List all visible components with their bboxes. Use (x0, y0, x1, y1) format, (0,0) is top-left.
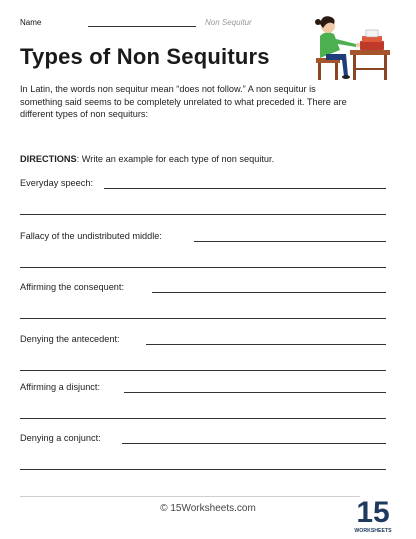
answer-line[interactable] (122, 443, 386, 444)
footer-divider (20, 496, 360, 497)
question-label: Everyday speech: (20, 178, 94, 188)
answer-line[interactable] (20, 418, 386, 419)
answer-line[interactable] (104, 188, 386, 189)
typing-woman-illustration (296, 10, 396, 82)
question-everyday-speech (20, 178, 386, 238)
directions (20, 154, 380, 164)
answer-line[interactable] (152, 292, 386, 293)
answer-line[interactable] (20, 469, 386, 470)
question-label: Affirming a disjunct: (20, 382, 101, 392)
question-label: Denying the antecedent: (20, 334, 120, 344)
question-label: Affirming the consequent: (20, 282, 125, 292)
page-title: Types of Non Sequiturs (20, 44, 270, 69)
name-line (88, 26, 196, 27)
answer-line[interactable] (20, 214, 386, 215)
directions-label: DIRECTIONS (20, 154, 77, 164)
logo-text: WORKSHEETS (354, 528, 392, 534)
answer-line[interactable] (124, 392, 386, 393)
question-denying-conjunct (20, 433, 386, 493)
name-label: Name (20, 18, 42, 27)
15worksheets-logo (354, 492, 392, 536)
question-label: Denying a conjunct: (20, 433, 101, 443)
question-affirming-consequent (20, 282, 386, 342)
answer-line[interactable] (20, 318, 386, 319)
directions-text: : Write an example for each type of non sequitur. (76, 154, 275, 164)
question-label: Fallacy of the undistributed middle: (20, 231, 162, 241)
logo-number: 15 (356, 496, 390, 529)
answer-line[interactable] (146, 344, 386, 345)
worksheet-header (20, 16, 270, 30)
answer-line[interactable] (20, 267, 386, 268)
intro-paragraph: In Latin, the words non sequitur mean “does not follow.” A non sequitur is something said seems to be completely unrelated to what preceded it. There are different types of non sequiturs: (20, 84, 347, 120)
footer-copyright: © 15Worksheets.com (160, 503, 256, 514)
answer-line[interactable] (194, 241, 386, 242)
topic-label: Non Sequitur (205, 18, 252, 27)
answer-line[interactable] (20, 370, 386, 371)
